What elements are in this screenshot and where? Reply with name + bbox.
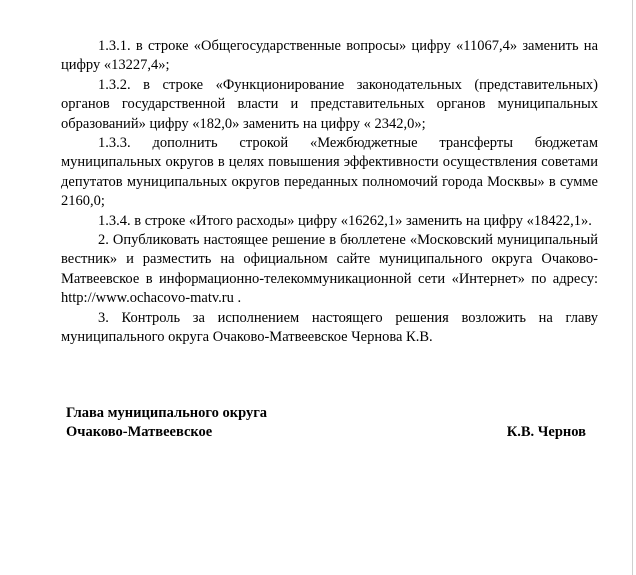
paragraph-1-3-1: 1.3.1. в строке «Общегосударственные вопросы» цифру «11067,4» заменить на цифру «13227,4»; — [61, 38, 598, 74]
signature-title-line-2: Очаково-Матвеевское — [66, 424, 213, 440]
paragraph-1-3-3: 1.3.3. дополнить строкой «Межбюджетные трансферты бюджетам муниципальных округов в целях повышения эффективности осуществления советами депутатов муниципальных округов переданных полномочий города Москвы» в сумме 2160,0; — [61, 135, 598, 210]
signature-block — [66, 404, 586, 442]
paragraph-2-publication: 2. Опубликовать настоящее решение в бюллетене «Московский муниципальный вестник» и разместить на официальном сайте муниципального округа Очаково-Матвеевское в информационно-телекоммуникационной сети «Интернет» по адресу: http://www.ochacovo-matv.ru . — [61, 232, 598, 307]
signature-title-line-1: Глава муниципального округа — [66, 405, 268, 421]
paragraph-3-control: 3. Контроль за исполнением настоящего решения возложить на главу муниципального округа Очаково-Матвеевское Чернова К.В. — [61, 309, 598, 346]
signature-title-row-1 — [66, 404, 586, 423]
paragraph-1-3-2: 1.3.2. в строке «Функционирование законодательных (представительных) органов государственной власти и представительных органов муниципальных образований» цифру «182,0» заменить на цифру « 2342,0»; — [61, 76, 598, 132]
signature-name: К.В. Чернов — [506, 424, 586, 440]
paragraph-1-3-4: 1.3.4. в строке «Итого расходы» цифру «16262,1» заменить на цифру «18422,1». — [98, 212, 592, 229]
signature-title-row-2 — [66, 423, 586, 442]
document-body — [61, 37, 598, 348]
